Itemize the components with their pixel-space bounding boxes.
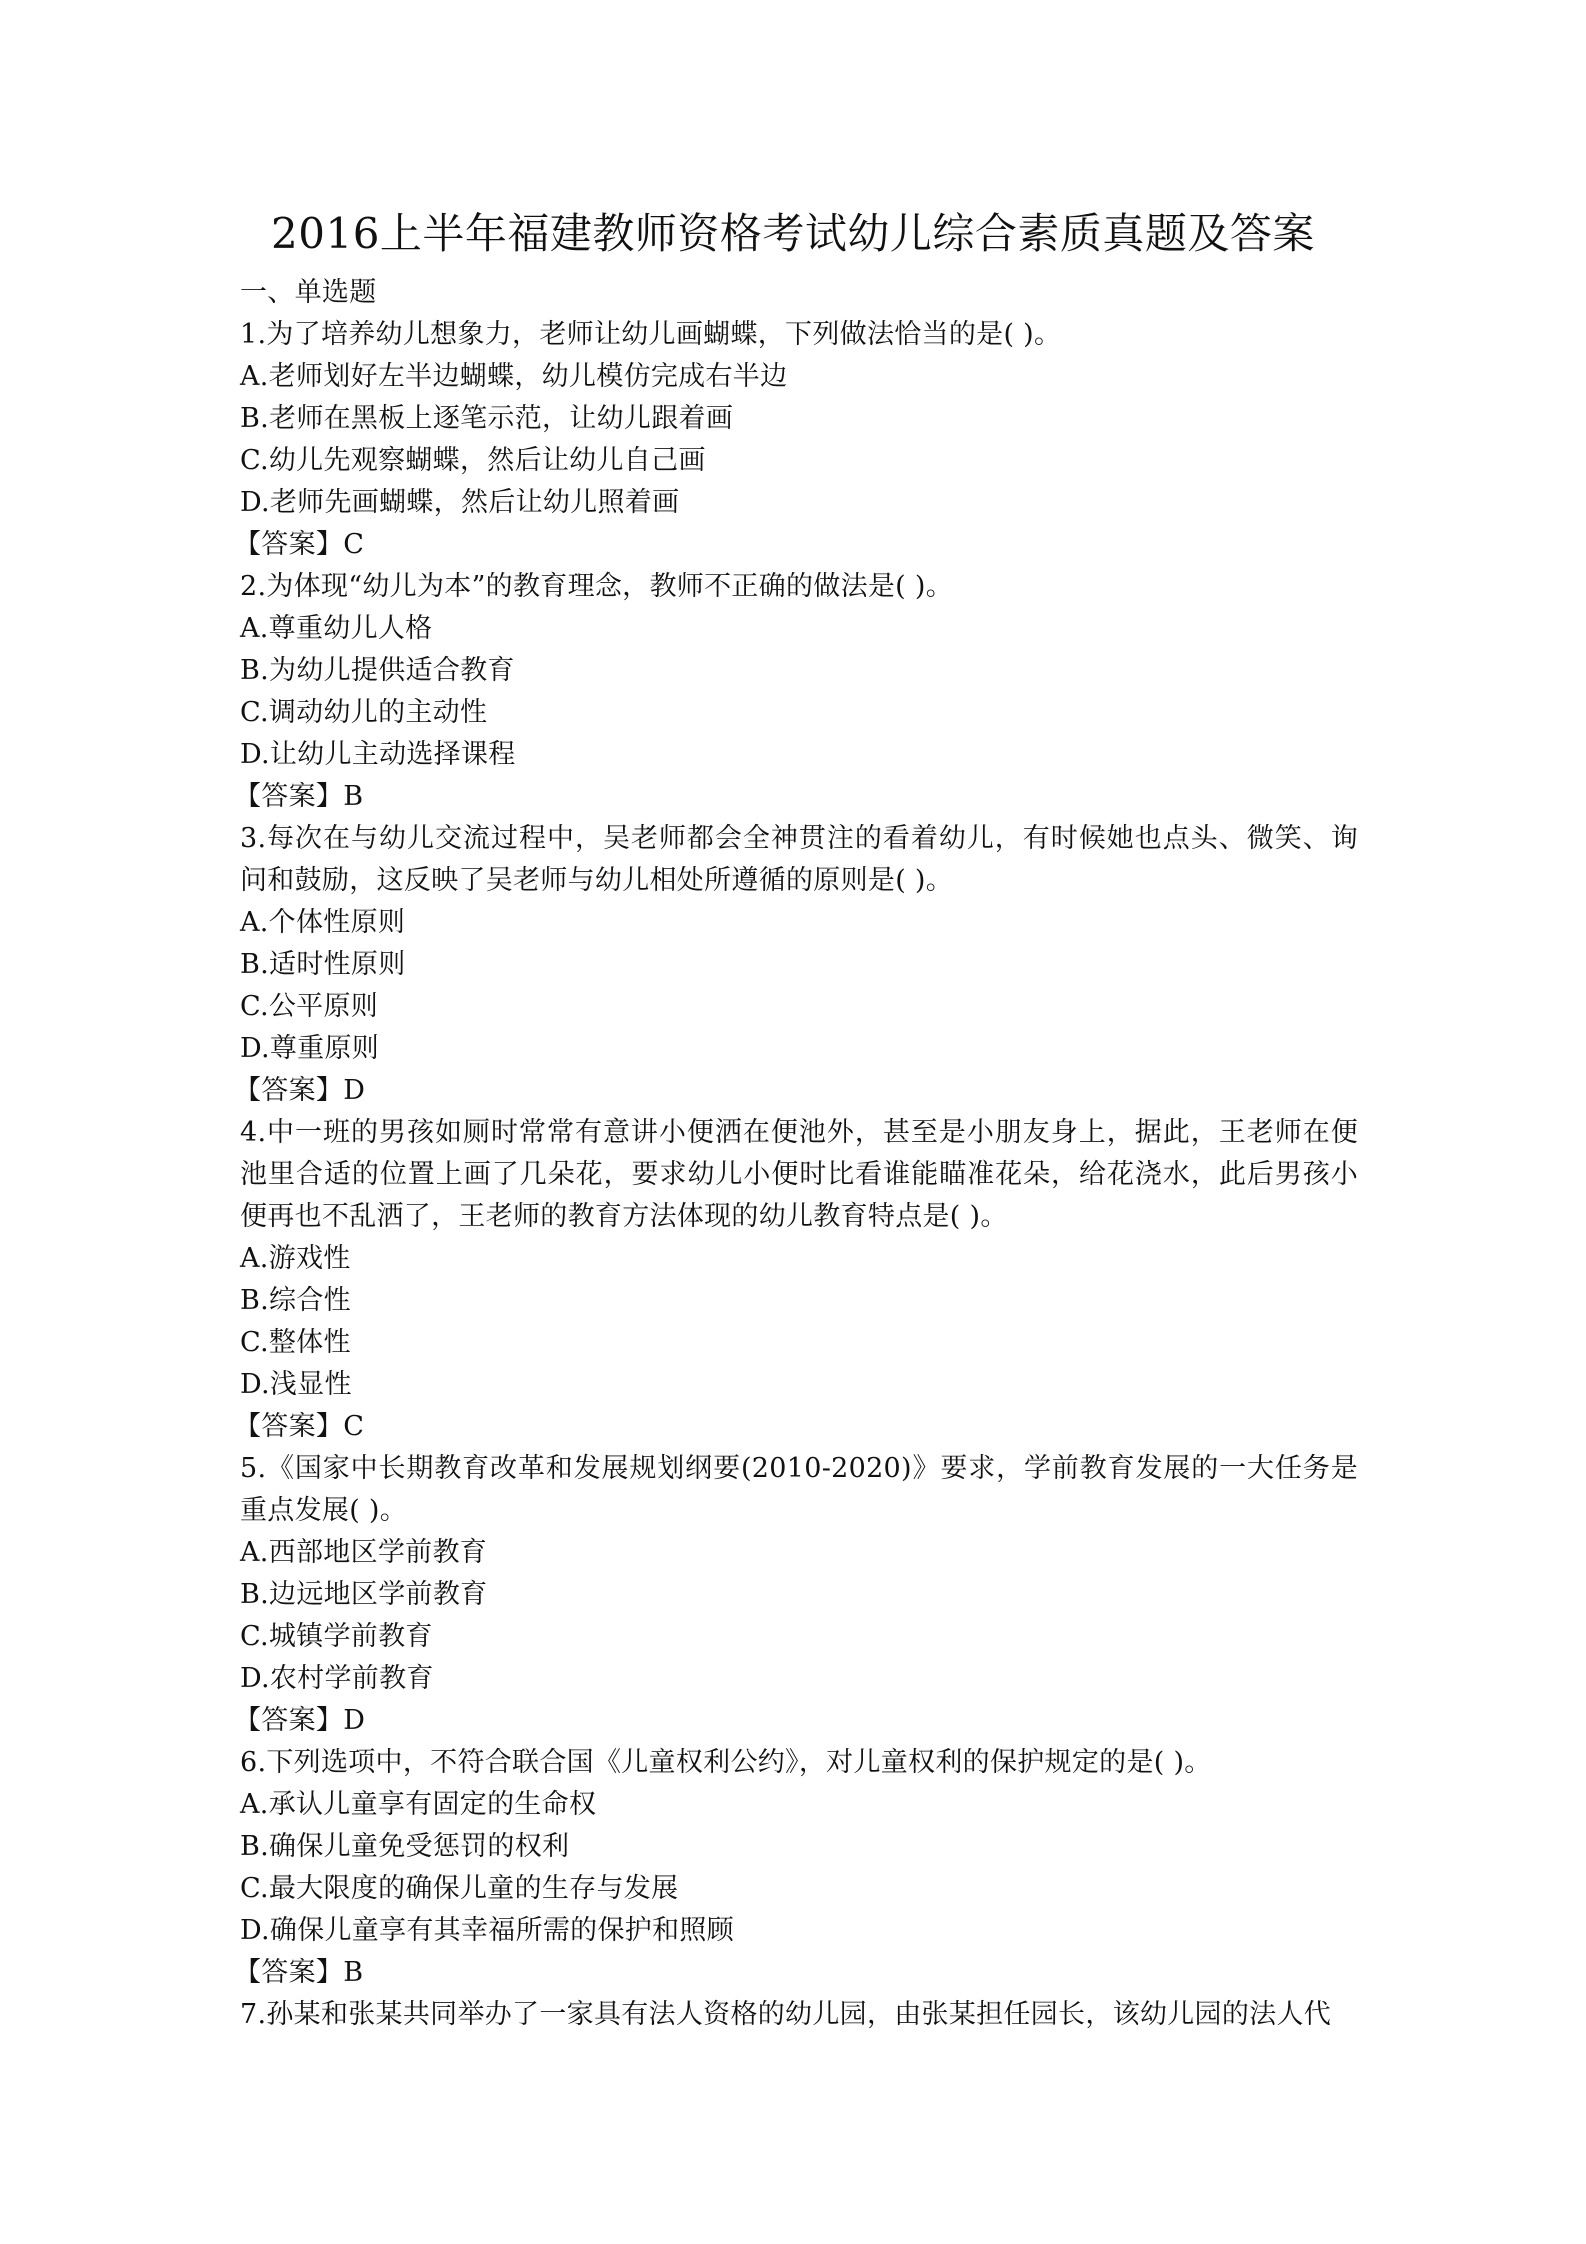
question-stem: 7.孙某和张某共同举办了一家具有法人资格的幼儿园，由张某担任园长，该幼儿园的法人代 xyxy=(240,1999,1332,2030)
question-block xyxy=(234,1112,1358,1448)
answer-line: 【答案】B xyxy=(234,781,364,812)
option-d: D.尊重原则 xyxy=(240,1033,380,1064)
answer-line: 【答案】C xyxy=(234,529,365,560)
question-block xyxy=(234,1742,1358,1994)
option-b: B.适时性原则 xyxy=(240,949,406,980)
answer-line: 【答案】B xyxy=(234,1957,364,1988)
option-a: A.老师划好左半边蝴蝶，幼儿模仿完成右半边 xyxy=(240,361,788,392)
option-c: C.幼儿先观察蝴蝶，然后让幼儿自己画 xyxy=(240,445,706,476)
option-d: D.老师先画蝴蝶，然后让幼儿照着画 xyxy=(240,487,680,518)
option-a: A.西部地区学前教育 xyxy=(240,1537,488,1568)
option-c: C.公平原则 xyxy=(240,991,379,1022)
option-b: B.确保儿童免受惩罚的权利 xyxy=(240,1831,570,1862)
document-title: 2016上半年福建教师资格考试幼儿综合素质真题及答案 xyxy=(271,209,1315,258)
option-d: D.浅显性 xyxy=(240,1369,352,1400)
question-block xyxy=(234,1448,1358,1742)
option-c: C.整体性 xyxy=(240,1327,351,1358)
option-a: A.个体性原则 xyxy=(240,907,406,938)
option-b: B.为幼儿提供适合教育 xyxy=(240,655,515,686)
answer-line: 【答案】D xyxy=(234,1705,366,1736)
section-heading: 一、单选题 xyxy=(240,277,377,308)
question-block xyxy=(234,818,1358,1112)
option-a: A.尊重幼儿人格 xyxy=(240,613,433,644)
question-stem: 3.每次在与幼儿交流过程中，吴老师都会全神贯注的看着幼儿，有时候她也点头、微笑、询问和鼓励，这反映了吴老师与幼儿相处所遵循的原则是( )。 xyxy=(240,823,1358,896)
option-b: B.综合性 xyxy=(240,1285,351,1316)
document-body xyxy=(234,272,1358,2036)
option-b: B.边远地区学前教育 xyxy=(240,1579,488,1610)
answer-line: 【答案】C xyxy=(234,1411,365,1442)
option-d: D.让幼儿主动选择课程 xyxy=(240,739,516,770)
option-d: D.确保儿童享有其幸福所需的保护和照顾 xyxy=(240,1915,734,1946)
option-a: A.游戏性 xyxy=(240,1243,351,1274)
question-block xyxy=(234,566,1358,818)
question-stem: 5.《国家中长期教育改革和发展规划纲要(2010-2020)》要求，学前教育发展的一大任务是重点发展( )。 xyxy=(240,1453,1358,1526)
question-stem: 2.为体现“幼儿为本”的教育理念，教师不正确的做法是( )。 xyxy=(240,571,954,602)
option-c: C.城镇学前教育 xyxy=(240,1621,433,1652)
option-d: D.农村学前教育 xyxy=(240,1663,434,1694)
answer-line: 【答案】D xyxy=(234,1075,366,1106)
option-a: A.承认儿童享有固定的生命权 xyxy=(240,1789,597,1820)
option-c: C.最大限度的确保儿童的生存与发展 xyxy=(240,1873,679,1904)
option-b: B.老师在黑板上逐笔示范，让幼儿跟着画 xyxy=(240,403,734,434)
question-stem: 6.下列选项中，不符合联合国《儿童权利公约》，对儿童权利的保护规定的是( )。 xyxy=(240,1747,1212,1778)
question-block xyxy=(234,314,1358,566)
option-c: C.调动幼儿的主动性 xyxy=(240,697,488,728)
question-block xyxy=(240,1994,1358,2036)
question-stem: 4.中一班的男孩如厕时常常有意讲小便洒在便池外，甚至是小朋友身上，据此，王老师在便池里合适的位置上画了几朵花，要求幼儿小便时比看谁能瞄准花朵，给花浇水，此后男孩小便再也不乱洒了，王老师的教育方法体现的幼儿教育特点是( )。 xyxy=(240,1117,1358,1232)
question-stem: 1.为了培养幼儿想象力，老师让幼儿画蝴蝶，下列做法恰当的是( )。 xyxy=(240,319,1062,350)
